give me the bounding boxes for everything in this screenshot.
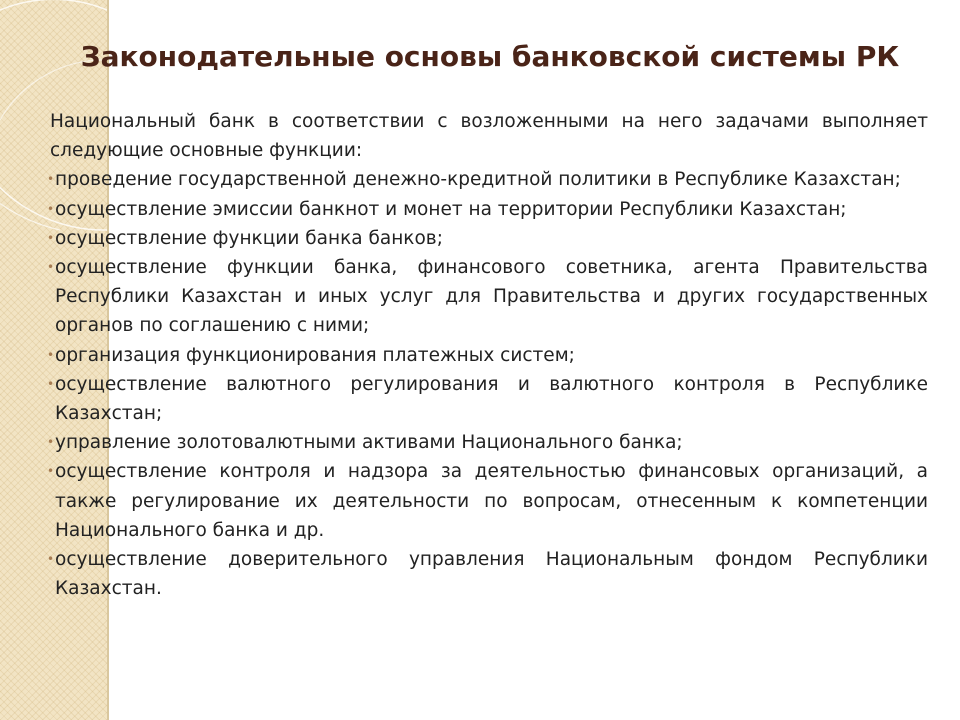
function-list-item <box>47 370 928 428</box>
function-text: осуществление валютного регулирования и валютного контроля в Республике Казахстан; <box>55 373 928 425</box>
slide-body <box>47 107 928 603</box>
bullet-icon: • <box>47 230 55 245</box>
bullet-icon: • <box>47 435 55 450</box>
function-text: осуществление функции банка, финансового советника, агента Правительства Республики Казахстан и иных услуг для Правительства и других государственных органов по соглашению с ними; <box>55 257 928 337</box>
function-list-item <box>47 428 928 457</box>
bullet-icon: • <box>47 347 55 362</box>
functions-list <box>47 165 928 603</box>
function-text: осуществление контроля и надзора за деятельностью финансовых организаций, а также регулирование их деятельности по вопросам, отнесенным к компетенции Национального банка и др. <box>55 461 928 541</box>
bullet-icon: • <box>47 260 55 275</box>
bullet-icon: • <box>47 376 55 391</box>
function-list-item <box>47 253 928 341</box>
function-list-item <box>47 195 928 224</box>
bullet-icon: • <box>47 172 55 187</box>
bullet-icon: • <box>47 201 55 216</box>
function-text: осуществление доверительного управления Национальным фондом Республики Казахстан. <box>55 549 928 600</box>
intro-paragraph: Национальный банк в соответствии с возложенными на него задачами выполняет следующие основные функции: <box>50 111 928 162</box>
function-text: осуществление эмиссии банкнот и монет на территории Республики Казахстан; <box>55 198 847 220</box>
function-text: осуществление функции банка банков; <box>55 227 443 249</box>
function-list-item <box>47 165 928 194</box>
bullet-icon: • <box>47 552 55 567</box>
function-list-item <box>47 224 928 253</box>
slide-title: Законодательные основы банковской системы РК <box>80 40 900 73</box>
function-list-item <box>47 545 928 603</box>
function-text: проведение государственной денежно-кредитной политики в Республике Казахстан; <box>55 169 901 191</box>
bullet-icon: • <box>47 464 55 479</box>
function-text: организация функционирования платежных систем; <box>55 344 575 366</box>
function-text: управление золотовалютными активами Национального банка; <box>55 432 683 454</box>
function-list-item <box>47 341 928 370</box>
function-list-item <box>47 457 928 545</box>
